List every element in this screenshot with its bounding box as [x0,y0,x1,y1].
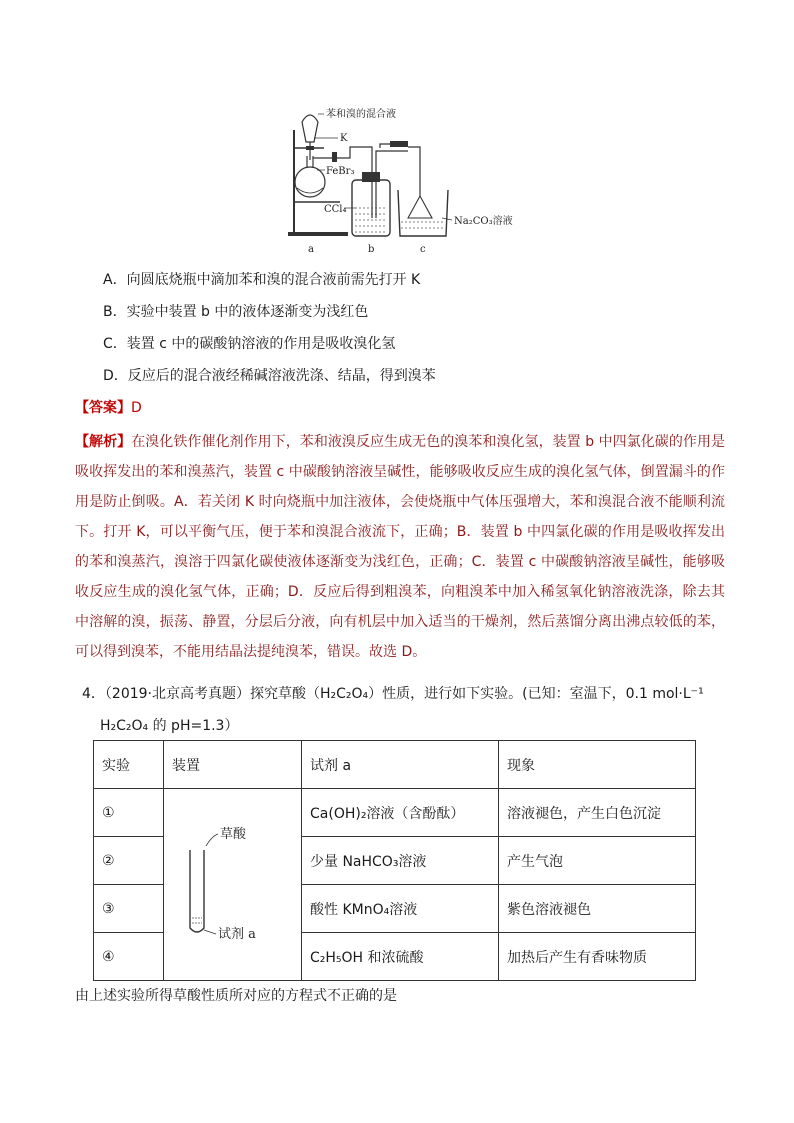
row-phenomenon: 产生气泡 [499,837,696,885]
device-label-reagent: 试剂 a [218,926,256,942]
row-num: ② [94,837,164,885]
option-a: A．向圆底烧瓶中滴加苯和溴的混合液前需先打开 K [103,272,421,288]
label-b: b [368,244,375,255]
row-reagent: 酸性 KMnO₄溶液 [302,885,499,933]
device-cell [164,789,302,981]
row-num: ④ [94,933,164,981]
header-phenomenon: 现象 [499,741,696,789]
label-mixture: 苯和溴的混合液 [326,109,396,120]
row-num: ③ [94,885,164,933]
device-label-oxalic: 草酸 [220,826,247,842]
experiment-table [93,740,696,981]
label-a: a [308,244,314,255]
row-phenomenon: 加热后产生有香味物质 [499,933,696,981]
header-experiment: 实验 [94,741,164,789]
table-header-row [94,741,696,789]
label-k: K [340,133,348,144]
apparatus-figure [280,100,540,260]
option-d: D．反应后的混合液经稀碱溶液洗涤、结晶，得到溴苯 [103,368,436,384]
answer-label: 【答案】 [75,400,131,416]
option-c: C．装置 c 中的碳酸钠溶液的作用是吸收溴化氢 [103,336,396,352]
row-phenomenon: 溶液褪色，产生白色沉淀 [499,789,696,837]
footer-question: 由上述实验所得草酸性质所对应的方程式不正确的是 [75,988,397,1004]
analysis [75,427,725,667]
analysis-label: 【解析】 [75,434,132,450]
question4-line1: 4．（2019·北京高考真题）探究草酸（H₂C₂O₄）性质，进行如下实验。(已知：室温下，0.1 mol·L⁻¹ [82,686,704,702]
row-reagent: 少量 NaHCO₃溶液 [302,837,499,885]
header-device: 装置 [164,741,302,789]
row-phenomenon: 紫色溶液褪色 [499,885,696,933]
row-num: ① [94,789,164,837]
table-row [94,789,696,837]
row-reagent: Ca(OH)₂溶液（含酚酞） [302,789,499,837]
label-c: c [420,244,426,255]
label-na2co3: Na₂CO₃溶液 [454,216,513,227]
analysis-text: 在溴化铁作催化剂作用下，苯和液溴反应生成无色的溴苯和溴化氢，装置 b 中四氯化碳的作用是吸收挥发出的苯和溴蒸汽，装置 c 中碳酸钠溶液呈碱性，能够吸收反应生成的溴化氢气体，倒置漏斗的作用是防止倒吸。A．若关闭 K 时向烧瓶中加注液体，会使烧瓶中气体压强增大，苯和溴混合液不能顺利流下。打开 K，可以平衡气压，便于苯和溴混合液流下，正确；B．装置 b 中四氯化碳的作用是吸收挥发出的苯和溴蒸汽，溴溶于四氯化碳使液体逐渐变为浅红色，正确；C．装置 c 中碳酸钠溶液呈碱性，能够吸收反应生成的溴化氢气体，正确；D．反应后得到粗溴苯，向粗溴苯中加入稀氢氧化钠溶液洗涤，除去其中溶解的溴，振荡、静置，分层后分液，向有机层中加入适当的干燥剂，然后蒸馏分离出沸点较低的苯，可以得到溴苯，不能用结晶法提纯溴苯，错误。故选 D。 [75,434,725,660]
answer-value: D [131,400,142,416]
label-catalyst: FeBr₃ [326,166,355,177]
header-reagent: 试剂 a [302,741,499,789]
row-reagent: C₂H₅OH 和浓硫酸 [302,933,499,981]
label-ccl4: CCl₄ [324,204,347,215]
test-tube-figure [172,820,282,950]
answer [75,398,142,418]
question4-line2: H₂C₂O₄ 的 pH=1.3） [100,718,239,734]
option-b: B．实验中装置 b 中的液体逐渐变为浅红色 [103,304,369,320]
